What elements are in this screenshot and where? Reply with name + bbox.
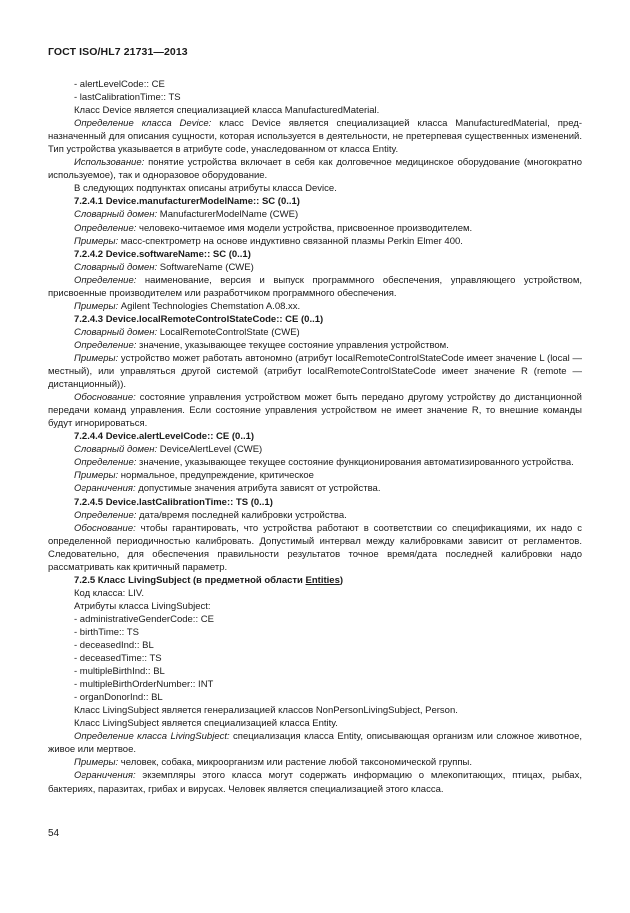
term-label: Определение класса LivingSubject: <box>74 731 230 743</box>
section-heading: 7.2.4.5 Device.lastCalibrationTime:: TS (0..1) <box>74 496 273 508</box>
paragraph <box>48 456 582 469</box>
term-label: Определение: <box>74 222 137 234</box>
paragraph <box>48 208 582 221</box>
term-label: Использование: <box>74 157 145 169</box>
term-label: Обоснование: <box>74 392 136 404</box>
paragraph <box>48 156 582 182</box>
attribute-line: - administrativeGenderCode:: CE <box>74 613 214 625</box>
paragraph <box>48 482 582 495</box>
page-number: 54 <box>48 828 60 839</box>
term-label: Примеры: <box>74 235 119 247</box>
term-label: Определение: <box>74 457 137 469</box>
term-text: чтобы гарантировать, что устройства работают в соответствии со спецификациями, их надо с определенной периодичностью калибровать. Допустимый интервал между калибровками зависит от регламентов. Следовательно, для обеспечения правильности результатов точное время/дата последней калибровки надо рассматривать как критичный параметр. <box>48 522 582 573</box>
section-heading: 7.2.4.2 Device.softwareName:: SC (0..1) <box>74 248 251 260</box>
term-label: Примеры: <box>74 352 119 364</box>
term-text: SoftwareName (CWE) <box>157 261 254 273</box>
term-label: Примеры: <box>74 300 119 312</box>
term-text: LocalRemoteControlState (CWE) <box>157 326 300 338</box>
term-label: Определение: <box>74 509 137 521</box>
paragraph <box>48 352 582 391</box>
term-label: Примеры: <box>74 470 119 482</box>
term-text: специализация класса Entity, описывающая организм или сложное животное, живое или мертвое. <box>48 731 582 756</box>
term-text: Agilent Technologies Chemstation A.08.xx. <box>118 300 301 312</box>
paragraph <box>48 509 582 522</box>
attribute-line: - lastCalibrationTime:: TS <box>74 92 181 104</box>
term-text: ManufacturerModelName (CWE) <box>157 209 299 221</box>
term-label: Обоснование: <box>74 522 136 534</box>
paragraph <box>48 443 582 456</box>
heading-text: 7.2.5 Класс LivingSubject (в предметной области <box>74 574 306 586</box>
term-text: допустимые значения атрибута зависят от устройства. <box>135 483 381 495</box>
term-label: Определение: <box>74 274 137 286</box>
term-text: экземпляры этого класса могут содержать информацию о млекопитающих, птицах, рыбах, бактериях, паразитах, грибах и вирусах. Человек является специализацией этого класса. <box>48 770 582 795</box>
term-text: нормальное, предупреждение, критическое <box>118 470 314 482</box>
attribute-line: - organDonorInd:: BL <box>74 692 163 704</box>
attribute-line: - multipleBirthOrderNumber:: INT <box>74 679 214 691</box>
term-text: класс Device является специализацией класса ManufacturedMaterial, предназначенный для описания сущности, которая используется в деятельности, не претерпевая существенных изменений. Тип устройства указывается в атрибуте code, унаследованном от класса Entity. <box>48 118 583 156</box>
paragraph <box>48 222 582 235</box>
paragraph: Атрибуты класса LivingSubject: <box>74 600 211 612</box>
paragraph <box>48 522 582 574</box>
attribute-line: - alertLevelCode:: CE <box>74 79 165 90</box>
paragraph <box>48 326 582 339</box>
paragraph: Класс LivingSubject является генерализацией классов NonPersonLivingSubject, Person. <box>74 705 458 717</box>
paragraph <box>48 756 582 769</box>
paragraph <box>48 117 582 156</box>
term-text: дата/время последней калибровки устройства. <box>136 509 347 521</box>
entities-link[interactable]: Entities <box>305 574 340 586</box>
section-heading <box>48 574 582 587</box>
term-label: Определение: <box>74 339 137 351</box>
attribute-line: - birthTime:: TS <box>74 626 139 638</box>
paragraph: Класс LivingSubject является специализацией класса Entity. <box>74 718 338 730</box>
paragraph: В следующих подпунктах описаны атрибуты класса Device. <box>74 183 337 195</box>
paragraph <box>48 469 582 482</box>
term-text: значение, указывающее текущее состояние функционирования автоматизированного устройства. <box>136 457 574 469</box>
paragraph <box>48 235 582 248</box>
paragraph <box>48 261 582 274</box>
term-text: наименование, версия и выпуск программного обеспечения, управляющего устройством, присвоенные производителем или разработчиком программного обеспечения. <box>48 274 582 299</box>
term-label: Определение класса Device: <box>74 118 212 130</box>
attribute-line: - deceasedInd:: BL <box>74 640 154 652</box>
term-label: Примеры: <box>74 757 119 769</box>
term-label: Словарный домен: <box>74 261 158 273</box>
term-text: состояние управления устройством может быть передано другому устройству до дистанционной передачи команд управления. Если состояние управления устройством не имеет значение R, то внешние команды будут игнорироваться. <box>48 392 582 430</box>
paragraph <box>48 300 582 313</box>
heading-text: ) <box>339 574 344 586</box>
term-label: Ограничения: <box>74 770 136 782</box>
paragraph <box>48 339 582 352</box>
term-text: масс-спектрометр на основе индуктивно связанной плазмы Perkin Elmer 400. <box>118 235 463 247</box>
term-label: Словарный домен: <box>74 326 158 338</box>
term-text: человек, собака, микроорганизм или растение любой таксономической группы. <box>118 757 473 769</box>
paragraph: Код класса: LIV. <box>74 587 144 599</box>
document-header: ГОСТ ISO/HL7 21731—2013 <box>48 46 188 58</box>
document-body <box>48 78 582 796</box>
term-label: Словарный домен: <box>74 209 158 221</box>
section-heading: 7.2.4.1 Device.manufacturerModelName:: SC (0..1) <box>74 196 300 208</box>
attribute-line: - deceasedTime:: TS <box>74 653 162 665</box>
term-text: человеко-читаемое имя модели устройства, присвоенное производителем. <box>136 222 473 234</box>
paragraph <box>48 769 582 795</box>
term-text: DeviceAlertLevel (CWE) <box>157 444 263 456</box>
section-heading: 7.2.4.4 Device.alertLevelCode:: CE (0..1) <box>74 431 255 443</box>
paragraph <box>48 391 582 430</box>
term-label: Ограничения: <box>74 483 136 495</box>
paragraph <box>48 274 582 300</box>
section-heading: 7.2.4.3 Device.localRemoteControlStateCode:: CE (0..1) <box>74 313 324 325</box>
term-label: Словарный домен: <box>74 444 158 456</box>
paragraph: Класс Device является специализацией класса ManufacturedMaterial. <box>74 105 380 117</box>
term-text: понятие устройства включает в себя как долговечное медицинское оборудование (многократно используемое), так и одноразовое оборудование. <box>48 157 582 182</box>
term-text: устройство может работать автономно (атрибут localRemoteControlStateCode имеет значение L (local — местный), или управляться другой системой (атрибут localRemoteControlStateCode имеет значение R (remote — дистанционный)). <box>48 352 582 391</box>
term-text: значение, указывающее текущее состояние управления устройством. <box>136 339 449 351</box>
paragraph <box>48 730 582 756</box>
attribute-line: - multipleBirthInd:: BL <box>74 666 165 678</box>
